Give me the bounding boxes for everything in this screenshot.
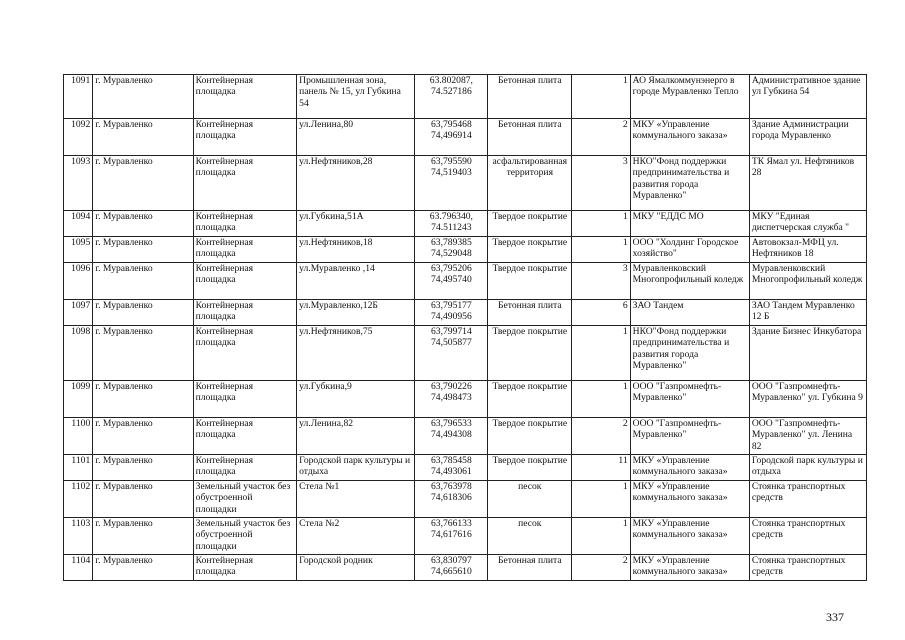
register-table [63,74,867,581]
container-count-cell: 1 [572,237,631,263]
coordinates-cell: 63,795206 74,495740 [415,263,488,300]
container-count-cell: 11 [572,455,631,481]
owner-cell: НКО"Фонд поддержки предпринимательства и развития города Муравленко" [630,156,749,211]
address-cell: ул.Нефтяников,18 [297,237,415,263]
row-number-cell: 1101 [64,455,93,481]
container-count-cell: 3 [572,156,631,211]
city-cell: г. Муравленко [93,481,193,518]
container-count-cell: 2 [572,555,631,581]
table-row [64,119,867,156]
owner-cell: МКУ «Управление коммунального заказа» [630,481,749,518]
waste-source-cell: Автовокзал-МФЦ ул. Нефтяников 18 [749,237,866,263]
site-type-cell: Контейнерная площадка [193,555,297,581]
surface-cell: асфальтированная территория [488,156,572,211]
table-row [64,518,867,555]
waste-source-cell: ООО "Газпромнефть-Муравленко" ул. Ленина 82 [749,418,866,455]
row-number-cell: 1098 [64,326,93,381]
row-number-cell: 1104 [64,555,93,581]
address-cell: ул.Ленина,82 [297,418,415,455]
table-row [64,418,867,455]
table-row [64,455,867,481]
address-cell: ул.Муравленко,12Б [297,300,415,326]
address-cell: ул.Нефтяников,75 [297,326,415,381]
address-cell: ул.Губкина,51А [297,211,415,237]
address-cell: Промышленная зона, панель № 15, ул Губкина 54 [297,75,415,119]
page-number: 337 [826,610,844,624]
surface-cell: Твердое покрытие [488,455,572,481]
table-row [64,300,867,326]
owner-cell: МКУ «Управление коммунального заказа» [630,455,749,481]
waste-source-cell: Здание Бизнес Инкубатора [749,326,866,381]
address-cell: Городской родник [297,555,415,581]
waste-source-cell: Стоянка транспортных средств [749,555,866,581]
city-cell: г. Муравленко [93,455,193,481]
coordinates-cell: 63.802087, 74.527186 [415,75,488,119]
coordinates-cell: 63,785458 74,493061 [415,455,488,481]
container-count-cell: 1 [572,381,631,418]
surface-cell: Твердое покрытие [488,381,572,418]
waste-source-cell: Административное здание ул Губкина 54 [749,75,866,119]
owner-cell: МКУ "ЕДДС МО [630,211,749,237]
owner-cell: АО Ямалкоммунэнерго в городе Муравленко Тепло [630,75,749,119]
city-cell: г. Муравленко [93,518,193,555]
city-cell: г. Муравленко [93,418,193,455]
city-cell: г. Муравленко [93,300,193,326]
surface-cell: Бетонная плита [488,300,572,326]
surface-cell: песок [488,481,572,518]
row-number-cell: 1103 [64,518,93,555]
address-cell: ул.Ленина,80 [297,119,415,156]
city-cell: г. Муравленко [93,75,193,119]
owner-cell: МКУ «Управление коммунального заказа» [630,119,749,156]
row-number-cell: 1096 [64,263,93,300]
waste-source-cell: ТК Ямал ул. Нефтяников 28 [749,156,866,211]
site-type-cell: Контейнерная площадка [193,75,297,119]
coordinates-cell: 63,799714 74,505877 [415,326,488,381]
table-row [64,75,867,119]
coordinates-cell: 63,795468 74,496914 [415,119,488,156]
owner-cell: ООО "Газпромнефть-Муравленко" [630,381,749,418]
site-type-cell: Контейнерная площадка [193,211,297,237]
row-number-cell: 1095 [64,237,93,263]
owner-cell: ЗАО Тандем [630,300,749,326]
surface-cell: Бетонная плита [488,75,572,119]
surface-cell: Бетонная плита [488,119,572,156]
city-cell: г. Муравленко [93,119,193,156]
site-type-cell: Контейнерная площадка [193,418,297,455]
site-type-cell: Контейнерная площадка [193,300,297,326]
table-row [64,381,867,418]
site-type-cell: Контейнерная площадка [193,381,297,418]
city-cell: г. Муравленко [93,381,193,418]
table-row [64,237,867,263]
owner-cell: НКО"Фонд поддержки предпринимательства и развития города Муравленко" [630,326,749,381]
waste-source-cell: ООО "Газпромнефть-Муравленко" ул. Губкина 9 [749,381,866,418]
city-cell: г. Муравленко [93,237,193,263]
owner-cell: МКУ «Управление коммунального заказа» [630,555,749,581]
table-row [64,481,867,518]
waste-source-cell: Стоянка транспортных средств [749,481,866,518]
container-count-cell: 2 [572,418,631,455]
address-cell: Стела №2 [297,518,415,555]
site-type-cell: Земельный участок без обустроенной площадки [193,481,297,518]
waste-source-cell: Здание Администрации города Муравленко [749,119,866,156]
coordinates-cell: 63,766133 74,617616 [415,518,488,555]
row-number-cell: 1093 [64,156,93,211]
coordinates-cell: 63,830797 74,665610 [415,555,488,581]
container-count-cell: 1 [572,481,631,518]
table-row [64,211,867,237]
coordinates-cell: 63,789385 74,529048 [415,237,488,263]
city-cell: г. Муравленко [93,326,193,381]
address-cell: Городской парк культуры и отдыха [297,455,415,481]
surface-cell: Твердое покрытие [488,237,572,263]
waste-source-cell: ЗАО Тандем Муравленко 12 Б [749,300,866,326]
surface-cell: Бетонная плита [488,555,572,581]
coordinates-cell: 63,763978 74,618306 [415,481,488,518]
table-row [64,555,867,581]
row-number-cell: 1091 [64,75,93,119]
row-number-cell: 1099 [64,381,93,418]
waste-source-cell: Городской парк культуры и отдыха [749,455,866,481]
table-row [64,263,867,300]
city-cell: г. Муравленко [93,211,193,237]
city-cell: г. Муравленко [93,555,193,581]
coordinates-cell: 63,795177 74,490956 [415,300,488,326]
owner-cell: ООО "Холдинг Городское хозяйство" [630,237,749,263]
surface-cell: Твердое покрытие [488,326,572,381]
address-cell: ул.Муравленко ,14 [297,263,415,300]
container-count-cell: 1 [572,211,631,237]
coordinates-cell: 63,795590 74,519403 [415,156,488,211]
row-number-cell: 1097 [64,300,93,326]
row-number-cell: 1102 [64,481,93,518]
container-count-cell: 1 [572,326,631,381]
city-cell: г. Муравленко [93,263,193,300]
row-number-cell: 1100 [64,418,93,455]
table-row [64,326,867,381]
surface-cell: песок [488,518,572,555]
surface-cell: Твердое покрытие [488,211,572,237]
owner-cell: ООО "Газпромнефть-Муравленко" [630,418,749,455]
container-count-cell: 6 [572,300,631,326]
register-table-body [64,75,867,581]
owner-cell: Муравленковский Многопрофильный коледж [630,263,749,300]
site-type-cell: Контейнерная площадка [193,237,297,263]
address-cell: ул.Губкина,9 [297,381,415,418]
site-type-cell: Контейнерная площадка [193,263,297,300]
site-type-cell: Контейнерная площадка [193,455,297,481]
table-row [64,156,867,211]
surface-cell: Твердое покрытие [488,418,572,455]
coordinates-cell: 63,796533 74,494308 [415,418,488,455]
container-count-cell: 1 [572,518,631,555]
site-type-cell: Земельный участок без обустроенной площадки [193,518,297,555]
waste-source-cell: МКУ "Единая диспетчерская служба " [749,211,866,237]
coordinates-cell: 63.796340, 74.511243 [415,211,488,237]
waste-source-cell: Стоянка транспортных средств [749,518,866,555]
owner-cell: МКУ «Управление коммунального заказа» [630,518,749,555]
row-number-cell: 1092 [64,119,93,156]
waste-source-cell: Муравленковский Многопрофильный коледж [749,263,866,300]
container-count-cell: 2 [572,119,631,156]
site-type-cell: Контейнерная площадка [193,326,297,381]
container-count-cell: 3 [572,263,631,300]
site-type-cell: Контейнерная площадка [193,156,297,211]
row-number-cell: 1094 [64,211,93,237]
container-count-cell: 1 [572,75,631,119]
site-type-cell: Контейнерная площадка [193,119,297,156]
city-cell: г. Муравленко [93,156,193,211]
coordinates-cell: 63,790226 74,498473 [415,381,488,418]
surface-cell: Твердое покрытие [488,263,572,300]
address-cell: ул.Нефтяников,28 [297,156,415,211]
address-cell: Стела №1 [297,481,415,518]
